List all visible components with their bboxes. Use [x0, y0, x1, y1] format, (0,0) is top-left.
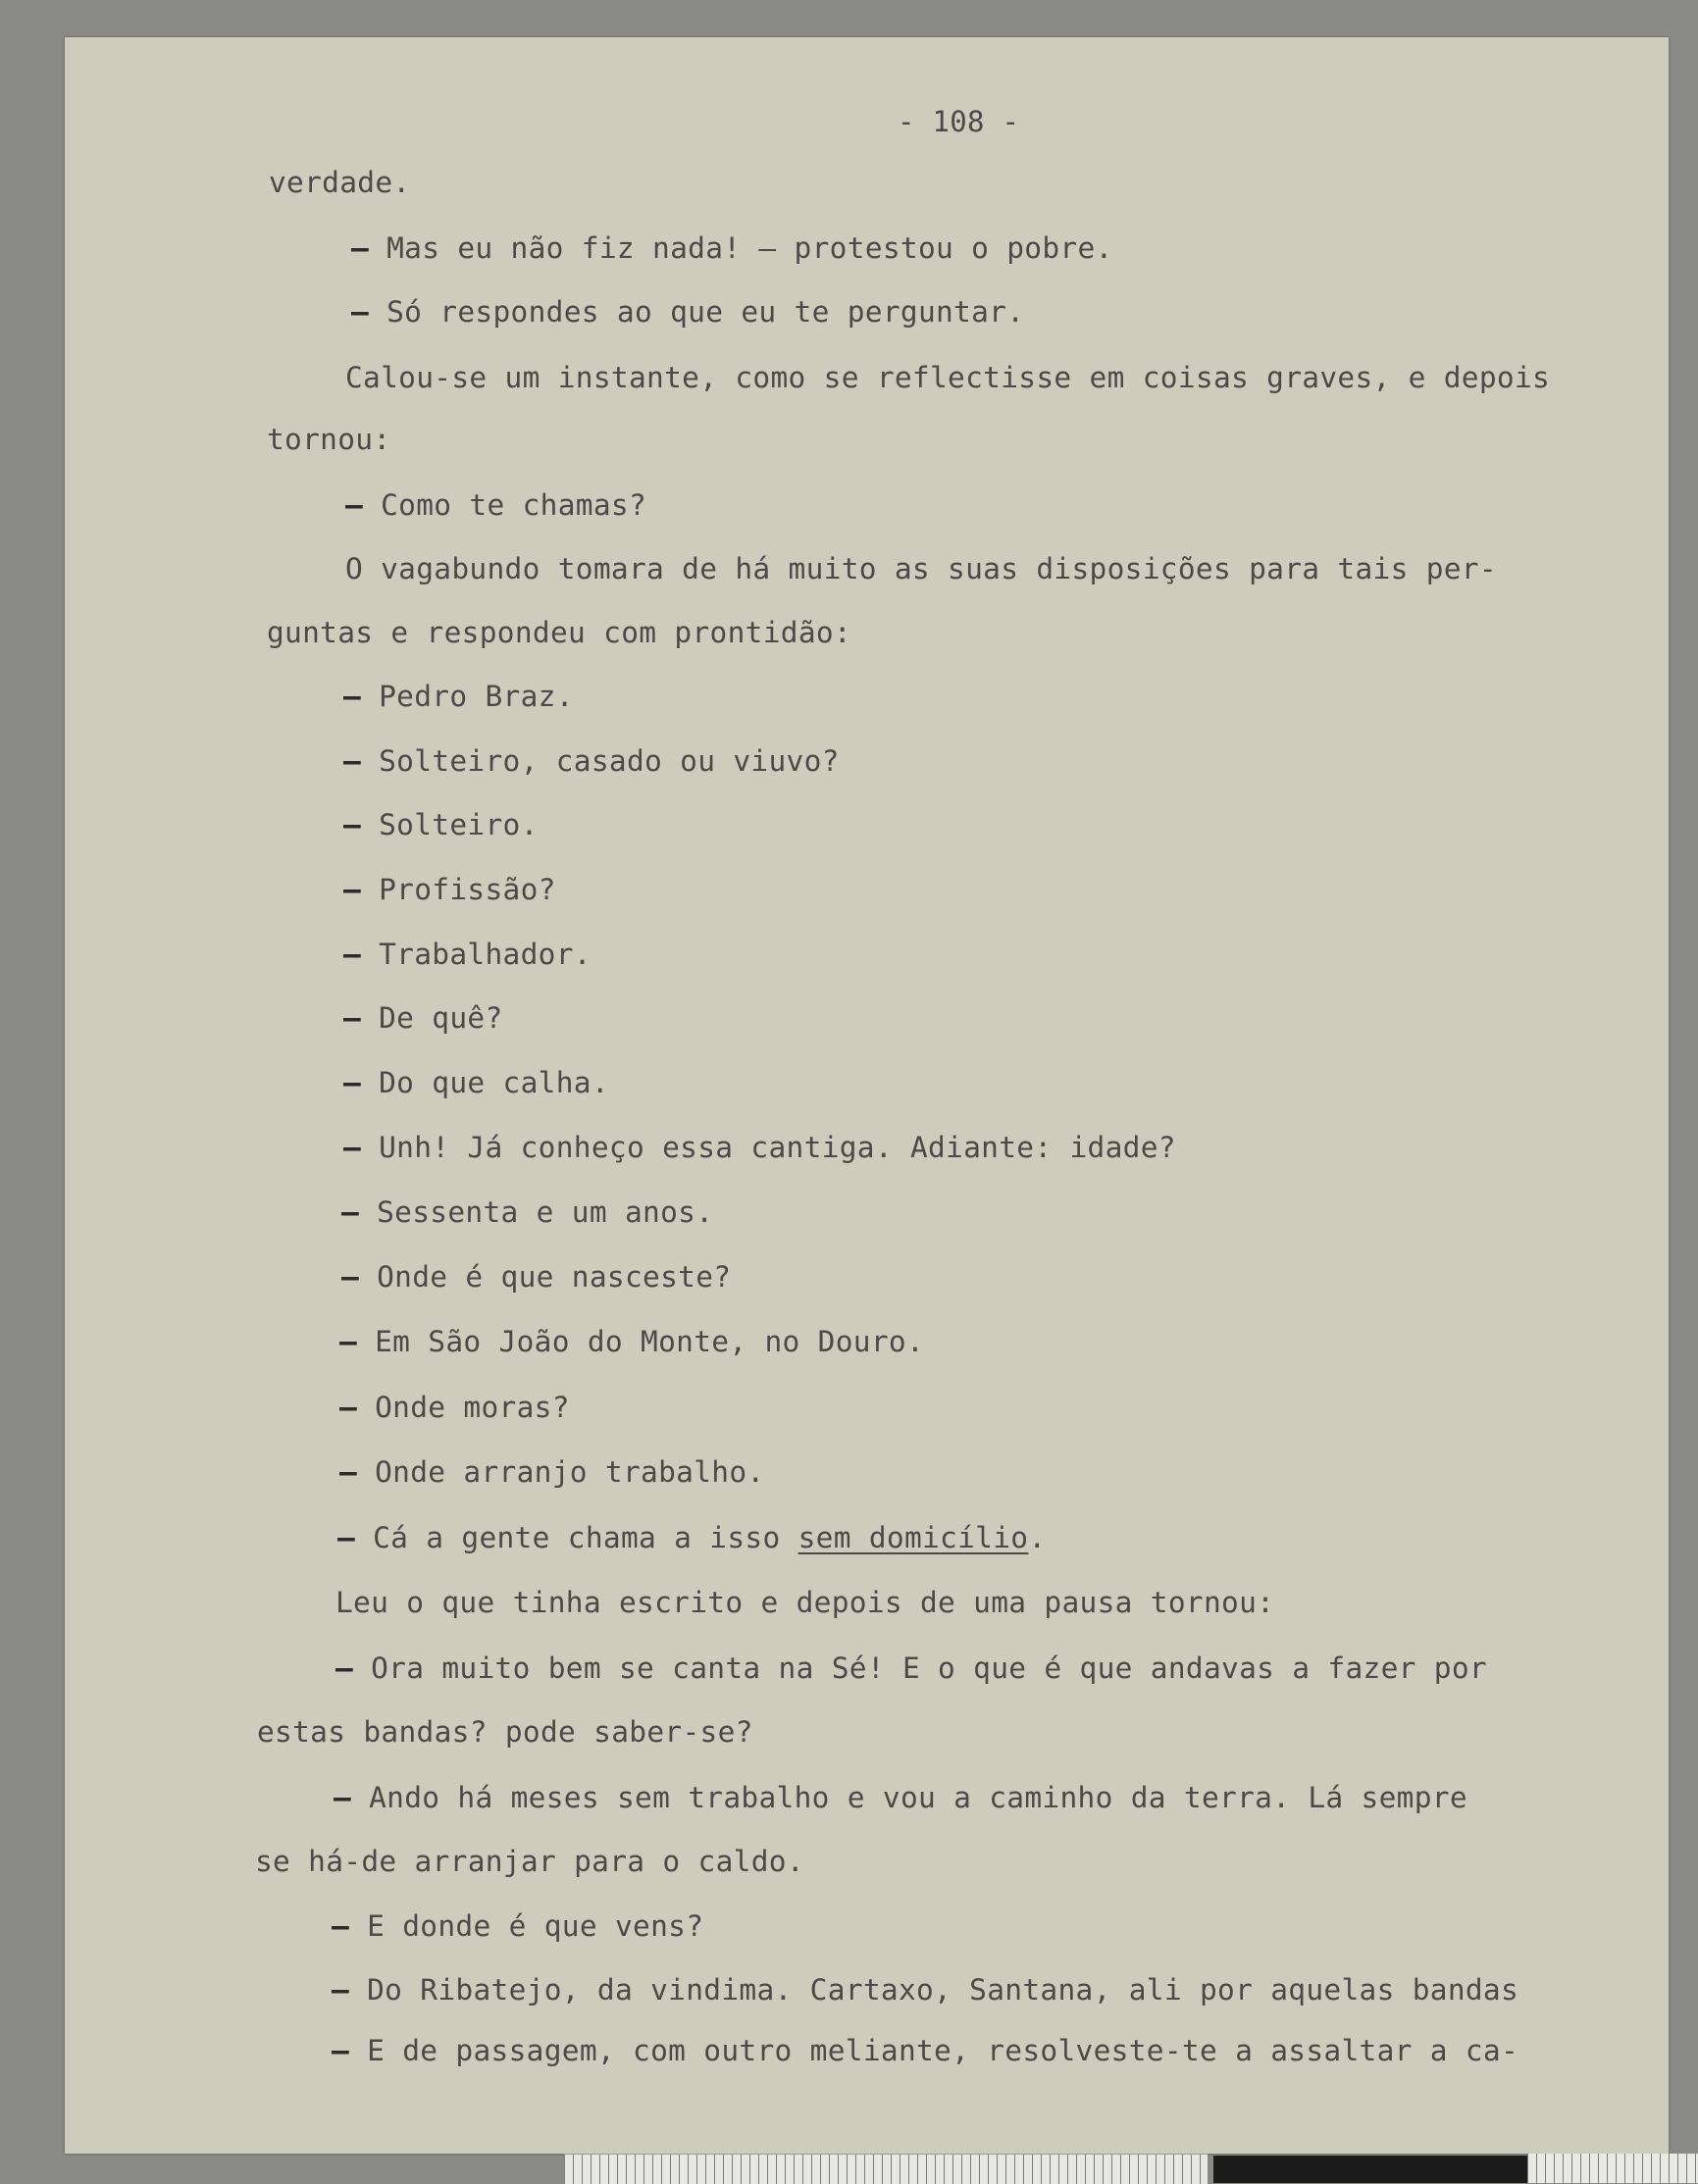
dialogue-line [332, 1908, 703, 1944]
text-line [267, 615, 851, 650]
text-line [267, 422, 390, 457]
line-text: Ora muito bem se canta na Sé! E o que é que andavas a fazer por [371, 1651, 1487, 1685]
text-line [335, 1585, 1274, 1620]
line-text: Do que calha. [379, 1066, 609, 1099]
dialogue-line [351, 294, 1024, 330]
dialogue-line [337, 1520, 1046, 1555]
line-text: Mas eu não fiz nada! — protestou o pobre. [386, 231, 1113, 265]
line-text: E donde é que vens? [367, 1909, 704, 1943]
line-text: Só respondes ao que eu te perguntar. [386, 295, 1025, 329]
dialogue-line [334, 1780, 1467, 1815]
line-text: tornou: [267, 423, 391, 456]
line-dash: — [339, 1455, 358, 1489]
line-dash: — [332, 1973, 350, 2006]
line-text: Pedro Braz. [379, 680, 574, 713]
dialogue-line [335, 1651, 1487, 1686]
line-text: se há-de arranjar para o caldo. [255, 1845, 804, 1878]
text-line [255, 1844, 804, 1879]
line-dash: — [339, 1325, 358, 1358]
dialogue-line [351, 230, 1113, 266]
dialogue-line [343, 679, 574, 714]
line-dash: — [341, 1260, 360, 1294]
line-text: Onde é que nasceste? [377, 1260, 732, 1294]
dialogue-line [339, 1324, 924, 1359]
line-text: Sessenta e um anos. [377, 1195, 714, 1229]
text-line [345, 360, 1550, 395]
line-dash: — [332, 1909, 350, 1943]
dialogue-line [343, 937, 592, 972]
dialogue-line [343, 743, 840, 779]
color-bar [1213, 2156, 1527, 2183]
dialogue-line [341, 1194, 713, 1230]
line-text: Trabalhador. [379, 938, 592, 971]
line-text: O vagabundo tomara de há muito as suas disposições para tais per- [345, 552, 1497, 585]
scale-ruler [564, 2154, 1208, 2184]
line-dash: — [334, 1781, 352, 1814]
line-dash: — [343, 1066, 362, 1099]
line-dash: — [343, 938, 362, 971]
dialogue-line [332, 1972, 1518, 2007]
underlined-term: sem domicílio [798, 1521, 1029, 1554]
line-text: De quê? [379, 1001, 503, 1035]
line-dash: — [343, 744, 362, 778]
line-text: guntas e respondeu com prontidão: [267, 616, 851, 649]
dialogue-line [332, 2033, 1518, 2068]
line-dash: — [343, 873, 362, 906]
line-dash: — [343, 808, 362, 841]
line-dash: — [341, 1195, 360, 1229]
line-dash: — [339, 1391, 358, 1424]
line-text: Solteiro, casado ou viuvo? [379, 744, 840, 778]
line-text: Como te chamas? [381, 488, 647, 522]
dialogue-line [343, 1065, 609, 1100]
dialogue-line [339, 1454, 764, 1490]
line-dash: — [337, 1521, 356, 1554]
line-dash: — [345, 488, 364, 522]
text-line [269, 165, 410, 200]
dialogue-line [339, 1390, 570, 1425]
dialogue-line [343, 807, 539, 842]
line-text: Onde arranjo trabalho. [375, 1455, 765, 1489]
line-text: Em São João do Monte, no Douro. [375, 1325, 925, 1358]
line-dash: — [351, 295, 370, 329]
page-number: - 108 - [898, 105, 1020, 138]
line-text: Calou-se um instante, como se reflectisse em coisas graves, e depois [345, 361, 1551, 394]
dialogue-line [343, 872, 556, 907]
dialogue-line [341, 1259, 731, 1295]
line-dash: — [343, 1131, 362, 1164]
line-text: E de passagem, com outro meliante, resolveste-te a assaltar a ca- [367, 2034, 1519, 2067]
line-dash: — [335, 1651, 354, 1685]
dialogue-line [343, 1130, 1176, 1165]
dialogue-line [345, 487, 646, 523]
line-text: Ando há meses sem trabalho e vou a caminho da terra. Lá sempre [369, 1781, 1467, 1814]
line-text: verdade. [269, 166, 411, 199]
dialogue-line [343, 1000, 503, 1036]
text-line [257, 1714, 753, 1750]
line-text: estas bandas? pode saber-se? [257, 1715, 753, 1749]
line-text-after: . [1028, 1521, 1047, 1554]
line-dash: — [332, 2034, 350, 2067]
line-text: Do Ribatejo, da vindima. Cartaxo, Santana, ali por aquelas bandas [367, 1973, 1519, 2006]
scale-ruler-end [1527, 2154, 1698, 2183]
line-text: Leu o que tinha escrito e depois de uma pausa tornou: [335, 1586, 1275, 1619]
line-text: Unh! Já conheço essa cantiga. Adiante: idade? [379, 1131, 1176, 1164]
line-dash: — [343, 1001, 362, 1035]
line-text: Onde moras? [375, 1391, 570, 1424]
line-text: Cá a gente chama a isso [373, 1521, 798, 1554]
line-text: Solteiro. [379, 808, 539, 841]
document-page [65, 37, 1669, 2154]
line-text: Profissão? [379, 873, 556, 906]
text-line [345, 551, 1497, 586]
line-dash: — [351, 231, 370, 265]
line-dash: — [343, 680, 362, 713]
